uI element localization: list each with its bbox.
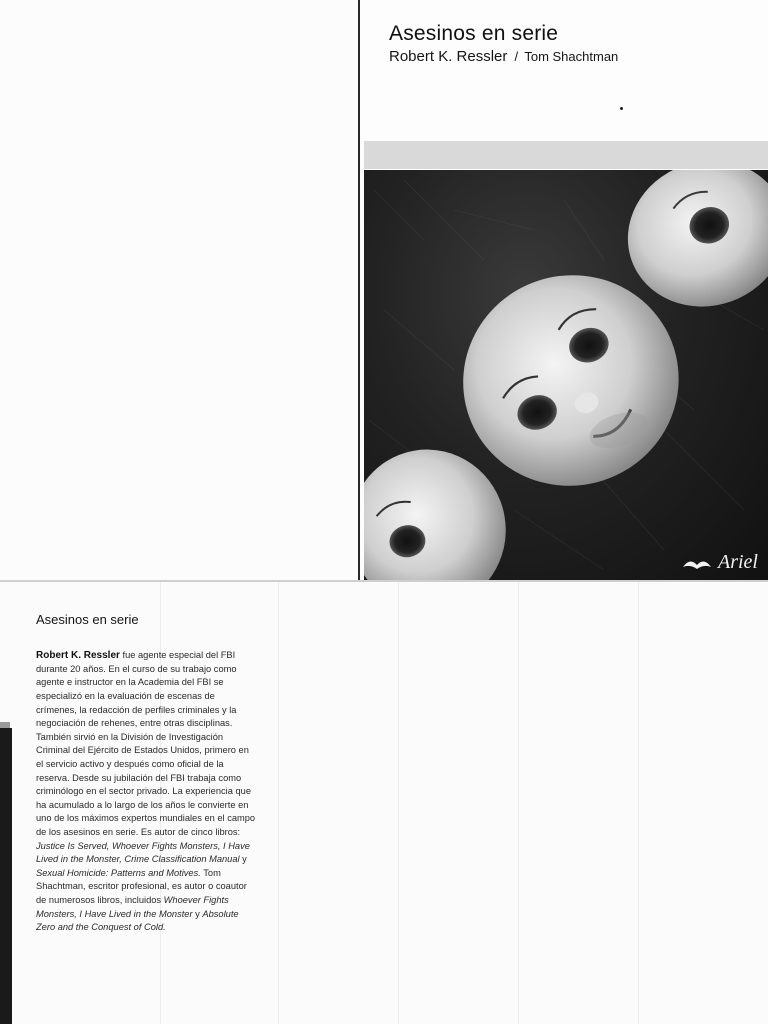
bio-book-titles: Justice Is Served, Whoever Fights Monsters, I Have Lived in the Monster, Crime Classification Manual <box>36 840 250 865</box>
bio-text: y <box>192 908 203 919</box>
cover-title: Asesinos en serie <box>389 22 559 45</box>
cover-photo-doll-masks <box>364 170 768 580</box>
flap-edge <box>0 728 12 1024</box>
doll-mask-bottom-left <box>364 437 518 580</box>
bio-author-name: Robert K. Ressler <box>36 650 120 662</box>
cover-authors <box>389 48 618 65</box>
bio-text: y <box>239 854 247 865</box>
bio-book-titles: Absolute Zero and the Conquest of Cold. <box>36 908 239 933</box>
book-cover <box>361 0 768 580</box>
author-bio <box>36 649 258 934</box>
cover-author: Robert K. Ressler <box>389 48 508 65</box>
publisher-name: Ariel <box>718 551 758 573</box>
publisher-mark-icon <box>682 555 712 571</box>
bio-text: Tom Shachtman, escritor profesional, es autor o coautor de numerosos libros, incluidos <box>36 867 247 905</box>
cover-coauthor: Tom Shachtman <box>524 49 619 64</box>
bio-book-titles: Whoever Fights Monsters, I Have Lived in the Monster <box>36 894 229 919</box>
fold-line <box>638 582 639 1024</box>
fold-line <box>398 582 399 1024</box>
cover-gray-band <box>364 141 768 169</box>
cover-dot <box>620 107 623 110</box>
bio-book-titles: Sexual Homicide: Patterns and Motives. <box>36 867 201 878</box>
publisher-logo <box>682 551 758 574</box>
author-separator: / <box>514 49 519 64</box>
spine-edge <box>358 0 360 580</box>
back-cover-scan <box>0 582 768 1024</box>
fold-line <box>518 582 519 1024</box>
back-cover-title: Asesinos en serie <box>36 612 139 627</box>
bio-text: fue agente especial del FBI durante 20 años. En el curso de su trabajo como agente e instructor en la Academia del FBI se especializó en la evaluación de escenas de crímenes, la redacción de perfiles criminales y la negociación de rehenes, entre otras disciplinas. También sirvió en la División de Investigación Criminal del Ejército de Estados Unidos, primero en el servicio activo y después como oficial de la reserva. Desde su jubilación del FBI trabaja como criminólogo en el sector privado. La experiencia que ha acumulado a lo largo de los años le convierte en uno de los máximos expertos mundiales en el campo de los asesinos en serie. Es autor de cinco libros: <box>36 650 256 838</box>
fold-line <box>278 582 279 1024</box>
